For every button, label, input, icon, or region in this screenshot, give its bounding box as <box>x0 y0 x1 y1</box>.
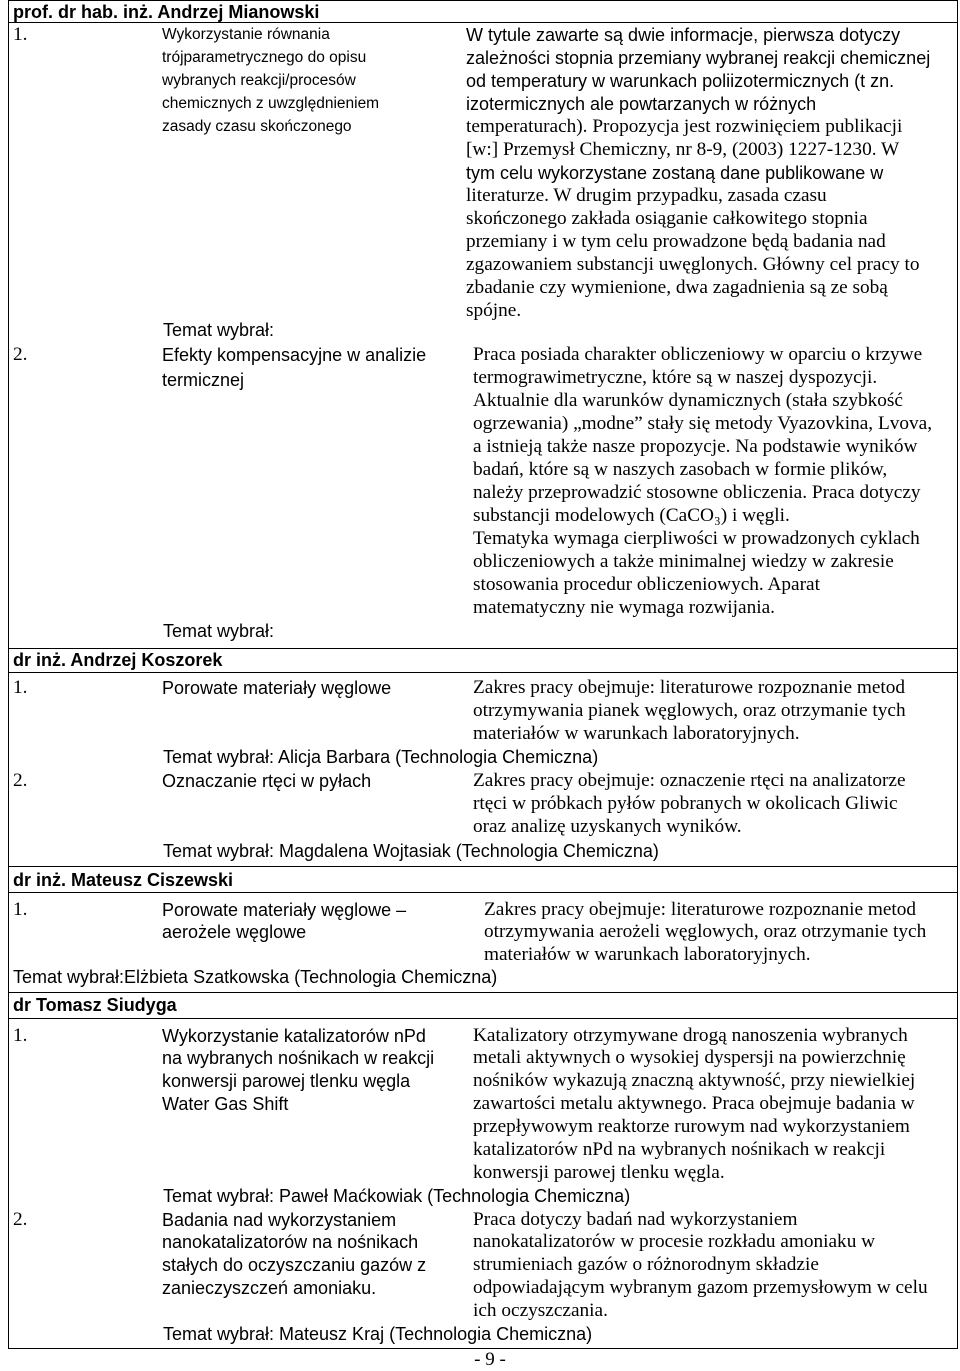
topic-description-line: przemiany i w tym celu prowadzone będą badania nad <box>466 231 886 252</box>
topic-description-line: tym celu wykorzystane zostaną dane publikowane w <box>466 163 884 183</box>
topic-chosen-by: Temat wybrał: <box>163 320 275 340</box>
topic-description-line: ich oczyszczania. <box>473 1300 608 1321</box>
topic-description-line: a istnieją także nasze propozycje. Na podstawie wyników <box>473 436 918 457</box>
topic-number: 2. <box>13 770 28 791</box>
topic-description-line: zbadanie czy wymienione, dwa zagadnienia są ze sobą <box>466 277 888 298</box>
topic-description-line: zgazowaniem substancji uwęglonych. Główny cel pracy to <box>466 254 920 275</box>
table-border-right <box>957 0 958 1349</box>
topic-title-line: Wykorzystanie katalizatorów nPd <box>162 1026 426 1046</box>
topic-description-line: [w:] Przemysł Chemiczny, nr 8-9, (2003) 1227-1230. W <box>466 139 900 160</box>
topic-description-line: spójne. <box>466 300 522 321</box>
supervisor-name: dr inż. Mateusz Ciszewski <box>13 870 234 890</box>
topic-title-line: konwersji parowej tlenku węgla <box>162 1071 411 1091</box>
topic-description-line: Zakres pracy obejmuje: oznaczenie rtęci na analizatorze <box>473 770 906 791</box>
topic-description-line: Zakres pracy obejmuje: literaturowe rozpoznanie metod <box>484 899 917 920</box>
topic-description-line: oraz analizę uzyskanych wyników. <box>473 816 742 837</box>
topic-description-line: należy przeprowadzić stosowne obliczenia. Praca dotyczy <box>473 482 921 503</box>
topic-chosen-by: Temat wybrał: Magdalena Wojtasiak (Technologia Chemiczna) <box>163 841 659 861</box>
topic-number: 1. <box>13 1025 28 1046</box>
table-rule <box>8 892 958 893</box>
topic-title-line: Porowate materiały węglowe <box>162 678 392 698</box>
topic-title-line: Oznaczanie rtęci w pyłach <box>162 771 372 791</box>
topic-chosen-by: Temat wybrał: <box>163 621 275 641</box>
topic-description-line: temperaturach). Propozycja jest rozwinięciem publikacji <box>466 116 903 137</box>
table-rule <box>8 992 958 993</box>
topic-description-line: katalizatorów nPd na wybranych nośnikach w reakcji <box>473 1139 886 1160</box>
page-number: - 9 - <box>474 1349 506 1370</box>
topic-description-line: Praca posiada charakter obliczeniowy w oparciu o krzywe <box>473 344 923 365</box>
topic-number: 2. <box>13 344 28 365</box>
topic-description-line: skończonego zakłada osiąganie całkowitego stopnia <box>466 208 868 229</box>
topic-description-line: matematyczny nie wymaga rozwijania. <box>473 597 775 618</box>
topic-title-line: stałych do oczyszczaniu gazów z <box>162 1255 427 1275</box>
topic-number: 1. <box>13 24 28 45</box>
topic-description-line: Zakres pracy obejmuje: literaturowe rozpoznanie metod <box>473 677 906 698</box>
topic-description-line: Katalizatory otrzymywane drogą nanoszenia wybranych <box>473 1025 908 1046</box>
topic-description-line: Aktualnie dla warunków dynamicznych (stała szybkość <box>473 390 903 411</box>
topic-description-line: W tytule zawarte są dwie informacje, pierwsza dotyczy <box>466 25 901 45</box>
topic-title-line: trójparametrycznego do opisu <box>162 49 367 66</box>
topic-description-line: zależności stopnia przemiany wybranej reakcji chemicznej <box>466 48 931 68</box>
table-rule <box>8 1018 958 1019</box>
supervisor-name: dr Tomasz Siudyga <box>13 995 177 1015</box>
topic-description-line: Praca dotyczy badań nad wykorzystaniem <box>473 1209 798 1230</box>
topic-title-line: Porowate materiały węglowe – <box>162 900 407 920</box>
supervisor-name: prof. dr hab. inż. Andrzej Mianowski <box>13 2 320 22</box>
topic-description-line: materiałów w warunkach laboratoryjnych. <box>484 944 811 965</box>
topic-description-line: otrzymywania pianek węglowych, oraz otrzymanie tych <box>473 700 906 721</box>
topic-title-line: zasady czasu skończonego <box>162 118 352 135</box>
topic-chosen-by: Temat wybrał: Paweł Maćkowiak (Technologia Chemiczna) <box>163 1186 631 1206</box>
topic-chosen-by: Temat wybrał:Elżbieta Szatkowska (Technologia Chemiczna) <box>13 967 498 987</box>
topic-title-line: Wykorzystanie równania <box>162 26 330 43</box>
topic-chosen-by: Temat wybrał: Mateusz Kraj (Technologia Chemiczna) <box>163 1324 593 1344</box>
topic-description-line: ogrzewania) „modne” stały się metody Vyazovkina, Lvova, <box>473 413 933 434</box>
topic-description-line: badań, które są w naszych zasobach w formie plików, <box>473 459 888 480</box>
table-border-left <box>8 0 9 1349</box>
topic-description-line: termograwimetryczne, które są w naszej dyspozycji. <box>473 367 878 388</box>
topic-title-line: Efekty kompensacyjne w analizie <box>162 345 427 365</box>
topic-description-line: strumieniach gazów o różnorodnym składzie <box>473 1254 819 1275</box>
table-rule <box>8 672 958 673</box>
topic-description-line: metali aktywnych o wysokiej dyspersji na powierzchnię <box>473 1047 906 1068</box>
topic-title-line: zanieczyszczeń amoniaku. <box>162 1278 377 1298</box>
topic-chosen-by: Temat wybrał: Alicja Barbara (Technologia Chemiczna) <box>163 747 599 767</box>
topic-title-line: wybranych reakcji/procesów <box>162 72 356 89</box>
topic-description-line: obliczeniowych a także minimalnej wiedzy w zakresie <box>473 551 894 572</box>
topic-description-line: przepływowym reaktorze rurowym nad wykorzystaniem <box>473 1116 910 1137</box>
topic-description-line: odpowiadającym wybranym gazom przemysłowym w celu <box>473 1277 928 1298</box>
topic-description-line: Tematyka wymaga cierpliwości w prowadzonych cyklach <box>473 528 920 549</box>
topic-title-line: na wybranych nośnikach w reakcji <box>162 1048 435 1068</box>
topic-title-line: chemicznych z uwzględnieniem <box>162 95 380 112</box>
topic-description-line: konwersji parowej tlenku węgla. <box>473 1162 725 1183</box>
topic-description-line: od temperatury w warunkach poliizotermicznych (t zn. <box>466 71 895 91</box>
topic-description-line: otrzymywania aerożeli węglowych, oraz otrzymanie tych <box>484 921 927 942</box>
topic-number: 1. <box>13 899 28 920</box>
topic-description-line: rtęci w próbkach pyłów pobranych w okolicach Gliwic <box>473 793 898 814</box>
topic-title-line: Badania nad wykorzystaniem <box>162 1210 397 1230</box>
topic-description-line: izotermicznych ale powtarzanych w różnych <box>466 94 817 114</box>
topic-description-line: stosowania procedur obliczeniowych. Aparat <box>473 574 820 595</box>
topic-title-line: aerożele węglowe <box>162 922 307 942</box>
topic-description-line: zawartości metalu aktywnego. Praca obejmuje badania w <box>473 1093 915 1114</box>
supervisor-name: dr inż. Andrzej Koszorek <box>13 650 223 670</box>
topic-description-line: nośników wykazują znaczną aktywność, przy niewielkiej <box>473 1070 916 1091</box>
topic-number: 1. <box>13 677 28 698</box>
topic-number: 2. <box>13 1209 28 1230</box>
topic-title-line: termicznej <box>162 370 245 390</box>
table-rule <box>8 866 958 867</box>
topic-title-line: Water Gas Shift <box>162 1094 289 1114</box>
topic-description-line: materiałów w warunkach laboratoryjnych. <box>473 723 800 744</box>
topic-description-line: literaturze. W drugim przypadku, zasada czasu <box>466 185 827 206</box>
topic-description-line: nanokatalizatorów w procesie rozkładu amoniaku w <box>473 1231 876 1252</box>
topic-title-line: nanokatalizatorów na nośnikach <box>162 1232 419 1252</box>
topic-description-line: substancji modelowych (CaCO₃) i węgli. <box>473 505 790 526</box>
